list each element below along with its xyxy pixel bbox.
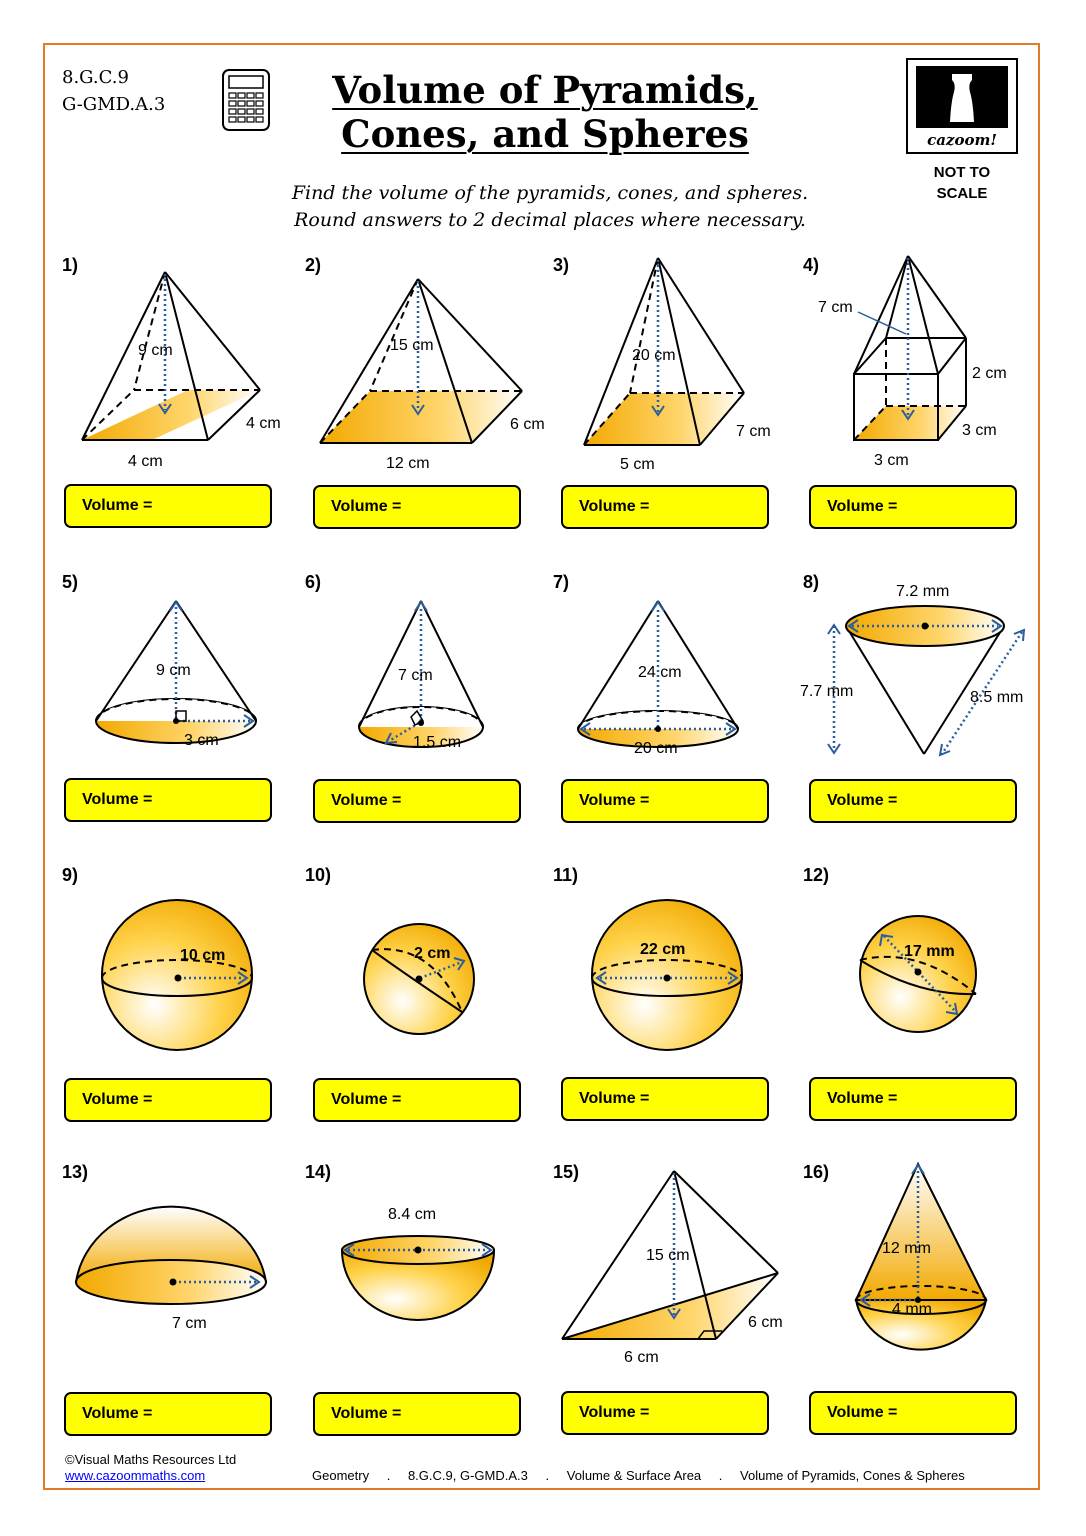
answer-label: Volume =	[579, 792, 650, 809]
dimension-label: 22 cm	[640, 941, 686, 958]
answer-label: Volume =	[82, 791, 153, 808]
answer-label: Volume =	[827, 1090, 898, 1107]
dimension-label: 20 cm	[634, 740, 678, 757]
answer-box[interactable]	[64, 778, 272, 822]
dimension-label: 12 cm	[386, 455, 430, 472]
footer-breadcrumb	[312, 1468, 965, 1483]
answer-label: Volume =	[579, 1090, 650, 1107]
answer-box[interactable]	[561, 1077, 769, 1121]
standard-code-1: 8.G.C.9	[62, 67, 129, 88]
not-to-scale-line-1: NOT TO	[933, 164, 991, 181]
dimension-label: 7 cm	[398, 667, 433, 684]
hemisphere-diagram	[70, 1190, 274, 1335]
answer-label: Volume =	[827, 1404, 898, 1421]
sphere-diagram	[362, 922, 478, 1038]
answer-box[interactable]	[561, 485, 769, 529]
footer-separator: .	[718, 1468, 723, 1483]
rectangular-pyramid-diagram	[570, 250, 790, 475]
sphere-diagram	[590, 898, 746, 1054]
page-title	[280, 68, 810, 156]
answer-box[interactable]	[313, 1078, 521, 1122]
answer-box[interactable]	[313, 779, 521, 823]
instructions	[250, 180, 850, 234]
answer-box[interactable]	[809, 779, 1017, 823]
answer-label: Volume =	[331, 1091, 402, 1108]
dimension-label: 6 cm	[748, 1314, 783, 1331]
dimension-label: 7 cm	[172, 1315, 207, 1332]
answer-label: Volume =	[579, 1404, 650, 1421]
dimension-label: 17 mm	[904, 943, 955, 960]
answer-box[interactable]	[809, 1077, 1017, 1121]
dimension-label: 7.2 mm	[896, 583, 950, 600]
dimension-label: 24 cm	[638, 664, 682, 681]
dimension-label: 7 cm	[736, 423, 771, 440]
dimension-label: 6 cm	[624, 1349, 659, 1366]
dimension-label: 9 cm	[138, 342, 173, 359]
question-number: 6)	[305, 572, 322, 592]
copyright-text: ©Visual Maths Resources Ltd	[65, 1452, 237, 1467]
dimension-label: 3 cm	[184, 732, 219, 749]
dimension-label: 10 cm	[180, 947, 226, 964]
cone-on-hemisphere-diagram	[852, 1158, 990, 1368]
instruction-line-1: Find the volume of the pyramids, cones, and spheres.	[291, 182, 809, 204]
dimension-label: 12 mm	[882, 1240, 931, 1257]
question-number: 15)	[553, 1162, 580, 1182]
calculator-icon	[220, 68, 272, 132]
footer-lesson: Volume of Pyramids, Cones & Spheres	[740, 1468, 965, 1483]
question-number: 12)	[803, 865, 830, 885]
answer-label: Volume =	[331, 792, 402, 809]
question-number: 8)	[803, 572, 820, 592]
dimension-label: 15 cm	[646, 1247, 690, 1264]
answer-label: Volume =	[82, 1091, 153, 1108]
dimension-label: 8.4 cm	[388, 1206, 437, 1223]
answer-box[interactable]	[64, 1078, 272, 1122]
dimension-label: 7.7 mm	[800, 683, 854, 700]
logo-graphic-icon	[908, 60, 1016, 130]
standards-code	[62, 64, 165, 118]
question-number: 9)	[62, 865, 79, 885]
footer-credits	[65, 1452, 236, 1484]
answer-box[interactable]	[561, 779, 769, 823]
answer-box[interactable]	[313, 1392, 521, 1436]
triangular-pyramid-diagram	[556, 1165, 796, 1365]
answer-label: Volume =	[331, 1405, 402, 1422]
answer-label: Volume =	[827, 792, 898, 809]
dimension-label: 4 cm	[246, 415, 281, 432]
answer-box[interactable]	[561, 1391, 769, 1435]
question-number: 4)	[803, 255, 820, 275]
dimension-label: 8.5 mm	[970, 689, 1024, 706]
question-number: 3)	[553, 255, 570, 275]
dimension-label: 4 cm	[128, 453, 163, 470]
not-to-scale-line-2: SCALE	[936, 185, 988, 202]
answer-label: Volume =	[82, 497, 153, 514]
dimension-label: 7 cm	[818, 299, 853, 316]
question-number: 11)	[553, 865, 579, 885]
dimension-label: 4 mm	[892, 1301, 932, 1318]
instruction-line-2: Round answers to 2 decimal places where necessary.	[294, 209, 806, 231]
question-number: 1)	[62, 255, 79, 275]
footer-separator: .	[545, 1468, 550, 1483]
website-link[interactable]: www.cazoommaths.com	[65, 1468, 206, 1483]
dimension-label: 15 cm	[390, 337, 434, 354]
question-number: 10)	[305, 865, 332, 885]
answer-box[interactable]	[64, 484, 272, 528]
question-number: 5)	[62, 572, 79, 592]
answer-label: Volume =	[827, 498, 898, 515]
cone-diagram	[355, 595, 495, 755]
question-number: 13)	[62, 1162, 89, 1182]
question-number: 2)	[305, 255, 322, 275]
dimension-label: 5 cm	[620, 456, 655, 473]
title-line-2: Cones, and Spheres	[341, 112, 749, 156]
footer-topic: Geometry	[312, 1468, 370, 1483]
dimension-label: 3 cm	[962, 422, 997, 439]
dimension-label: 2 cm	[972, 365, 1007, 382]
dimension-label: 20 cm	[632, 347, 676, 364]
answer-box[interactable]	[64, 1392, 272, 1436]
answer-label: Volume =	[579, 498, 650, 515]
answer-label: Volume =	[331, 498, 402, 515]
answer-box[interactable]	[809, 485, 1017, 529]
inverted-cone-diagram	[800, 580, 1040, 760]
square-pyramid-diagram	[60, 260, 290, 475]
dimension-label: 1.5 cm	[413, 734, 462, 751]
dimension-label: 9 cm	[156, 662, 191, 679]
answer-box[interactable]	[313, 485, 521, 529]
rectangular-pyramid-diagram	[310, 265, 550, 480]
cube-with-pyramid-diagram	[810, 250, 1040, 475]
footer-unit: Volume & Surface Area	[566, 1468, 702, 1483]
footer-separator: .	[386, 1468, 391, 1483]
cone-diagram	[574, 595, 744, 760]
sphere-diagram	[858, 916, 982, 1036]
question-number: 14)	[305, 1162, 332, 1182]
standard-code-2: G-GMD.A.3	[62, 94, 166, 115]
dimension-label: 3 cm	[874, 452, 909, 469]
dimension-label: 2 cm	[414, 945, 451, 962]
footer-standards: 8.G.C.9, G-GMD.A.3	[407, 1468, 528, 1483]
answer-box[interactable]	[809, 1391, 1017, 1435]
title-line-1: Volume of Pyramids,	[332, 68, 758, 112]
logo-text: cazoom!	[927, 131, 997, 149]
question-number: 7)	[553, 572, 570, 592]
question-number: 16)	[803, 1162, 830, 1182]
answer-label: Volume =	[82, 1405, 153, 1422]
cazoom-logo	[906, 58, 1018, 154]
sphere-diagram	[100, 898, 256, 1054]
not-to-scale-note	[912, 162, 1012, 204]
dimension-label: 6 cm	[510, 416, 545, 433]
bowl-hemisphere-diagram	[336, 1200, 500, 1330]
cone-diagram	[90, 595, 270, 755]
